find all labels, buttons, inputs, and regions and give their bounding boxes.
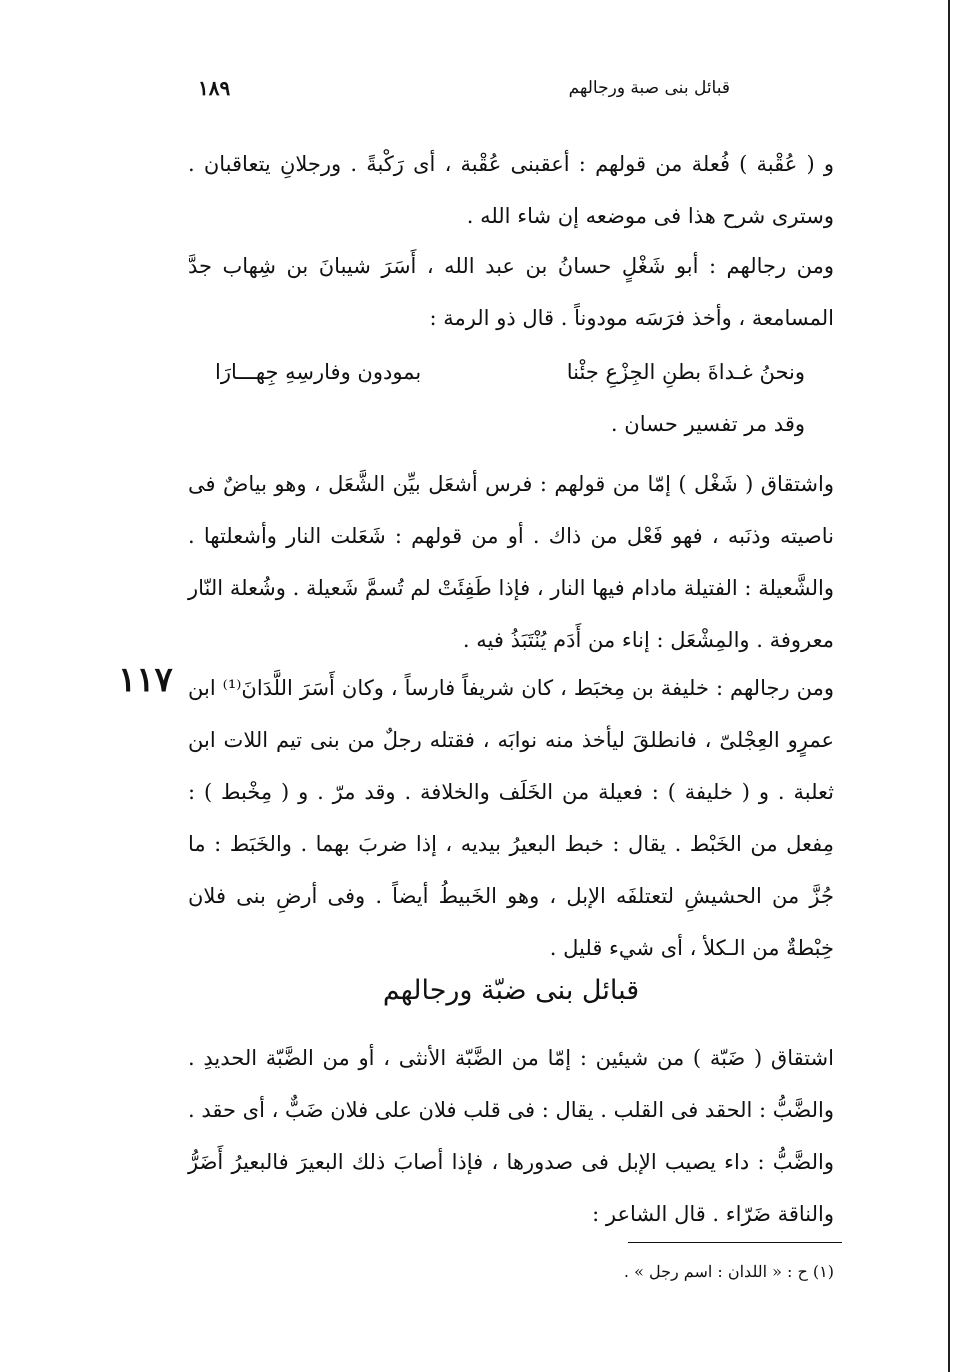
paragraph-abu-shaghl <box>188 240 834 344</box>
verse-hemistich-2: بمودون وفارسِهِ جِهـــارَا <box>215 360 422 384</box>
paragraph-dabba <box>188 1032 834 1240</box>
verse-hemistich-1: ونحنُ غـداةَ بطنِ الجِزْعِ جئْنا <box>566 360 805 384</box>
paragraph-khalifa <box>188 662 834 974</box>
page-header <box>190 78 830 112</box>
section-heading: قبائل بنى ضبّة ورجالهم <box>382 975 640 1006</box>
margin-entry-number: ١١٧ <box>118 660 173 700</box>
paragraph-text: ومن رجالهم : أبو شَغْلٍ حسانُ بن عبد الله ، أَسَرَ شيبانَ بن شِهاب جدَّ المسامعة ، وأخذ فرَسَه مودوناً . قال ذو الرمة : <box>188 254 834 330</box>
footnote-divider <box>628 1242 842 1243</box>
paragraph-uqba <box>188 138 834 242</box>
verse-line <box>215 346 805 398</box>
paragraph-text: واشتقاق ( شَغْل ) إمّا من قولهم : فرس أشعَل بيِّن الشَّعَل ، وهو بياضٌ فى ناصيته وذنَبه ، فهو فَعْل من ذاك . أو من قولهم : شَعَلت النار وأشعلتها . والشَّعيلة : الفتيلة مادام فيها النار ، فإذا طَفِئَتْ لم تُسمَّ شَعيلة . وشُعلة النّار معروفة . والمِشْعَل : إناء من أَدَم يُنْتَبَذُ فيه . <box>188 472 834 652</box>
page-number: ١٨٩ <box>198 76 231 100</box>
poem-verse <box>215 346 805 450</box>
paragraph-shaghl-etymology <box>188 458 834 666</box>
page-edge-line <box>948 0 950 1372</box>
running-title: قبائل بنى صبة ورجالهم <box>568 78 730 98</box>
verse-note: وقد مر تفسير حسان . <box>610 412 805 436</box>
paragraph-text: ومن رجالهم : خليفة بن مِخبَط ، كان شريفاً فارساً ، وكان أَسَرَ اللَّدَانَ⁽¹⁾ ابن عمرٍو العِجْلىّ ، فانطلقَ ليأخذ منه نوابَه ، فقتله رجلٌ من بنى تيم اللات ابن ثعلبة . و ( خليفة ) : فعيلة من الخَلَف والخلافة . وقد مرّ . و ( مِخْبط ) : مِفعل من الخَبْط . يقال : خبط البعيرُ بيديه ، إذا ضربَ بهما . والخَبَط : ما جُزَّ من الحشيشِ لتعتلفَه الإبل ، وهو الخَبيطُ أيضاً . وفى أرضِ بنى فلان خِبْطةٌ من الـكلأ ، أى شيء قليل . <box>188 676 834 960</box>
paragraph-text: و ( عُقْبة ) فُعلة من قولهم : أعقبنى عُقْبة ، أى رَكْبةً . ورجلانِ يتعاقبان . وسترى شرح هذا فى موضعه إن شاء الله . <box>188 152 834 228</box>
paragraph-text: اشتقاق ( ضَبّة ) من شيئين : إمّا من الضَّبّة الأنثى ، أو من الضَّبّة الحديدِ . والضَّبُّ : الحقد فى القلب . يقال : فى قلب فلان على فلان ضَبٌّ ، أى حقد . والضَّبُّ : داء يصيب الإبل فى صدورها ، فإذا أصابَ ذلك البعيرَ فالبعيرُ أَضَرُّ والناقة ضَرّاء . قال الشاعر : <box>188 1046 834 1226</box>
footnote: (١) ح : « اللدان : اسم رجل » . <box>623 1262 834 1281</box>
